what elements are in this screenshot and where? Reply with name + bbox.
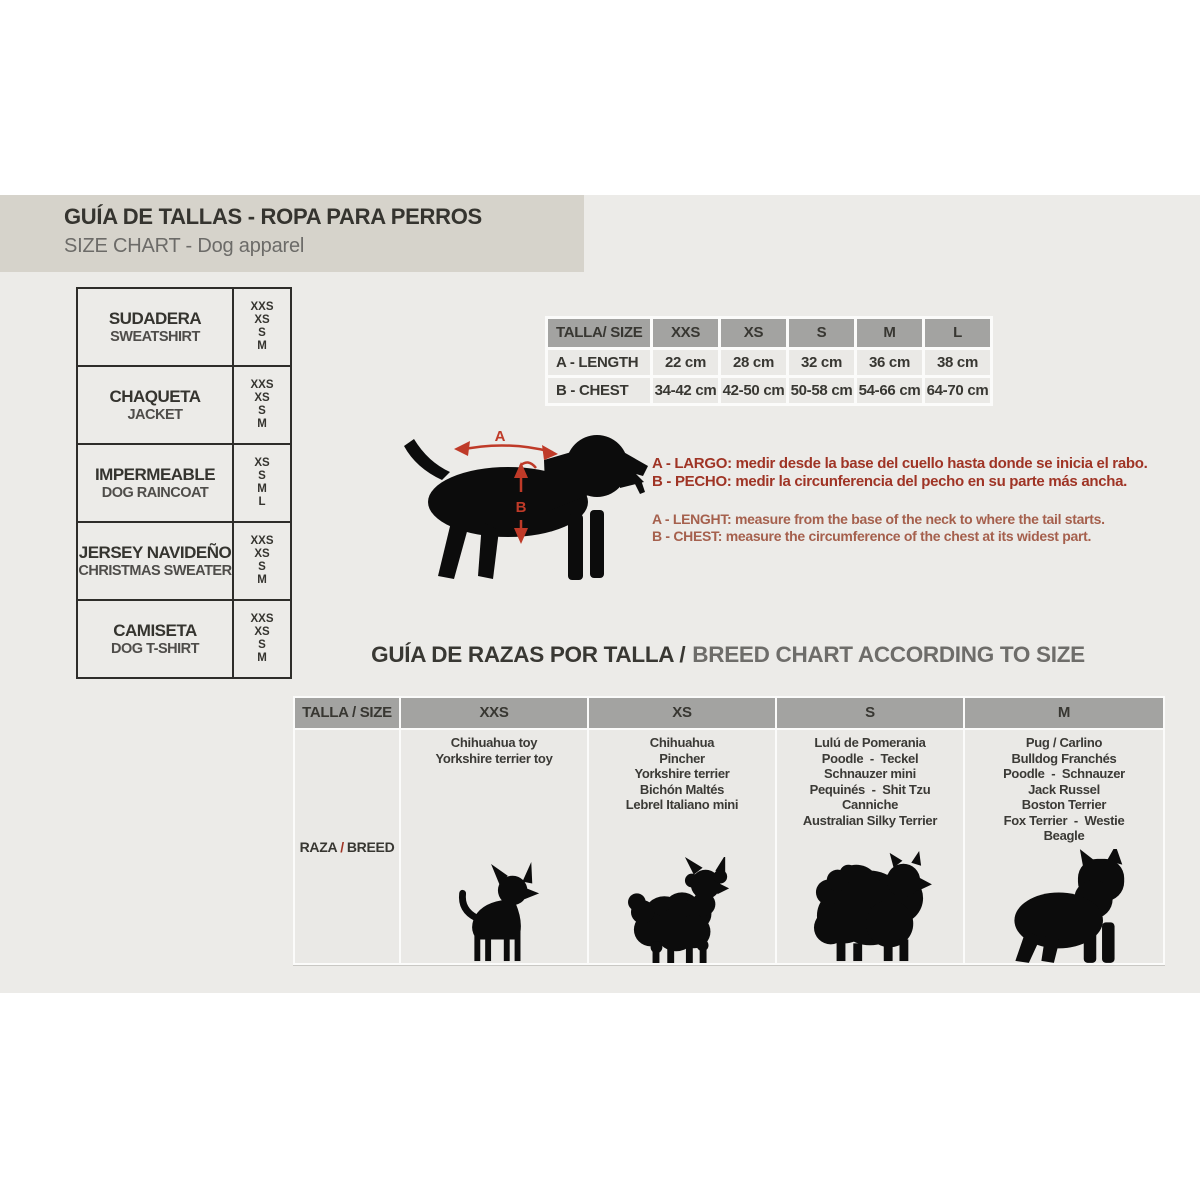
note-es-largo: A - LARGO: medir desde la base del cuello hasta donde se inicia el rabo. [652, 455, 1148, 472]
breed-name: Boston Terrier [1021, 797, 1107, 812]
apparel-row-sweatshirt [78, 289, 290, 367]
breed-chart-table [293, 696, 1165, 966]
column-header: M [965, 698, 1163, 728]
size-option: XS [254, 457, 270, 469]
column-header: S [777, 698, 963, 728]
breed-name: Chihuahua toy [450, 735, 538, 750]
column-header: L [925, 319, 990, 347]
apparel-row-raincoat [78, 445, 290, 523]
size-table-header-row [548, 319, 990, 347]
measurement-notes [652, 455, 1147, 544]
breed-name: Lebrel Italiano mini [625, 797, 739, 812]
breed-name: Yorkshire terrier toy [435, 750, 553, 766]
raza-breed-label [295, 730, 399, 963]
breed-name: Beagle [1043, 828, 1085, 843]
breed-chart-heading [293, 642, 1163, 668]
page-subtitle: SIZE CHART - Dog apparel [64, 235, 305, 257]
apparel-sizes [234, 445, 290, 521]
breed-heading-es: GUÍA DE RAZAS POR TALLA / [371, 642, 686, 667]
size-option: L [258, 496, 266, 508]
breed-name: Yorkshire terrier [634, 766, 730, 781]
apparel-name-es: IMPERMEABLE [94, 465, 216, 484]
apparel-name-en: DOG T-SHIRT [111, 641, 199, 657]
breed-name: Pug / Carlino [1025, 735, 1103, 750]
column-header: TALLA/ SIZE [548, 319, 650, 347]
column-header: XXS [653, 319, 718, 347]
size-option: XXS [250, 535, 274, 547]
row-label: A - LENGTH [548, 350, 650, 375]
measure-arrow-a [454, 428, 558, 460]
breed-heading-en: BREED CHART ACCORDING TO SIZE [692, 642, 1085, 667]
apparel-name-en: CHRISTMAS SWEATER [78, 563, 232, 579]
breed-name: Australian Silky Terrier [802, 812, 938, 828]
apparel-label [78, 523, 234, 599]
apparel-sizes [234, 289, 290, 365]
breed-name: Schnauzer mini [824, 766, 916, 781]
header-bar [0, 195, 584, 272]
chest-row [548, 378, 990, 403]
breed-name: Poodle - Schnauzer [1003, 766, 1125, 781]
apparel-name-en: SWEATSHIRT [110, 329, 200, 345]
size-option: M [257, 652, 267, 664]
measurement-diagram [396, 426, 648, 589]
size-option: XS [254, 548, 270, 560]
apparel-label [78, 367, 234, 443]
page-title: GUÍA DE TALLAS - ROPA PARA PERROS [64, 204, 482, 229]
long-haired-toy-dog-silhouette-icon [623, 857, 741, 963]
column-header: XXS [401, 698, 587, 728]
pomeranian-silhouette-icon [801, 849, 939, 963]
breed-table-body-row [295, 730, 1163, 963]
size-option: M [257, 418, 267, 430]
size-option: XXS [250, 301, 274, 313]
chest-value: 50-58 cm [789, 378, 854, 403]
length-value: 32 cm [789, 350, 854, 375]
note-en-length: A - LENGHT: measure from the base of the neck to where the tail starts. [652, 511, 1105, 527]
breed-cell-m [965, 730, 1163, 963]
length-value: 36 cm [857, 350, 922, 375]
labrador-silhouette-icon [396, 426, 648, 584]
apparel-name-es: CHAQUETA [109, 387, 201, 406]
column-header: XS [589, 698, 775, 728]
column-header: XS [721, 319, 786, 347]
raza-label: RAZA [299, 838, 338, 855]
size-option: XXS [250, 379, 274, 391]
label-a: A [494, 428, 506, 445]
breed-cell-xs [589, 730, 775, 963]
length-value: 28 cm [721, 350, 786, 375]
size-option: S [258, 639, 266, 651]
breed-name: Poodle - Teckel [821, 750, 919, 766]
size-option: S [258, 470, 266, 482]
breed-name: Lulú de Pomerania [814, 735, 926, 750]
slash-separator: / [340, 838, 344, 855]
apparel-name-es: JERSEY NAVIDEÑO [78, 543, 232, 562]
breed-name: Canniche [841, 797, 899, 812]
size-option: M [257, 483, 267, 495]
breed-name: Bulldog Franchés [1011, 750, 1117, 766]
column-header: TALLA / SIZE [295, 698, 399, 728]
breed-name: Pequinés - Shit Tzu [809, 781, 931, 797]
breed-label: BREED [346, 838, 395, 855]
label-b: B [515, 499, 527, 516]
apparel-sizes [234, 523, 290, 599]
breed-name: Jack Russel [1028, 781, 1100, 797]
chihuahua-silhouette-icon [440, 861, 548, 963]
size-option: S [258, 327, 266, 339]
apparel-label [78, 601, 234, 677]
breed-name: Pincher [659, 750, 705, 766]
column-header: S [789, 319, 854, 347]
breed-cell-xxs [401, 730, 587, 963]
chest-value: 54-66 cm [857, 378, 922, 403]
apparel-label [78, 289, 234, 365]
apparel-name-en: JACKET [127, 407, 183, 423]
apparel-name-es: SUDADERA [108, 309, 202, 328]
note-es-pecho: B - PECHO: medir la circunferencia del pecho en su parte más ancha. [652, 472, 1128, 490]
length-value: 38 cm [925, 350, 990, 375]
chest-value: 42-50 cm [721, 378, 786, 403]
size-option: XS [254, 626, 270, 638]
chest-value: 64-70 cm [925, 378, 990, 403]
apparel-name-en: DOG RAINCOAT [101, 485, 209, 501]
french-bulldog-silhouette-icon [999, 849, 1129, 963]
size-option: S [258, 405, 266, 417]
apparel-sizes [234, 367, 290, 443]
size-option: XS [254, 314, 270, 326]
notes-gap [652, 490, 1147, 511]
length-value: 22 cm [653, 350, 718, 375]
breed-name: Chihuahua [649, 735, 715, 750]
apparel-row-christmas-sweater [78, 523, 290, 601]
size-option: M [257, 574, 267, 586]
row-label: B - CHEST [548, 378, 650, 403]
size-option: M [257, 340, 267, 352]
apparel-row-jacket [78, 367, 290, 445]
column-header: M [857, 319, 922, 347]
apparel-row-tshirt [78, 601, 290, 677]
size-option: XS [254, 392, 270, 404]
breed-table-header-row [295, 698, 1163, 728]
chest-value: 34-42 cm [653, 378, 718, 403]
breed-name: Bichón Maltés [639, 781, 725, 797]
apparel-sizes [234, 601, 290, 677]
breed-name: Fox Terrier - Westie [1003, 812, 1125, 828]
measurement-size-table [545, 316, 993, 406]
size-option: XXS [250, 613, 274, 625]
note-en-chest: B - CHEST: measure the circumference of the chest at its widest part. [652, 527, 1092, 544]
breed-cell-s [777, 730, 963, 963]
size-option: S [258, 561, 266, 573]
apparel-label [78, 445, 234, 521]
length-row [548, 350, 990, 375]
apparel-name-es: CAMISETA [113, 621, 197, 640]
apparel-size-availability-table [76, 287, 292, 679]
